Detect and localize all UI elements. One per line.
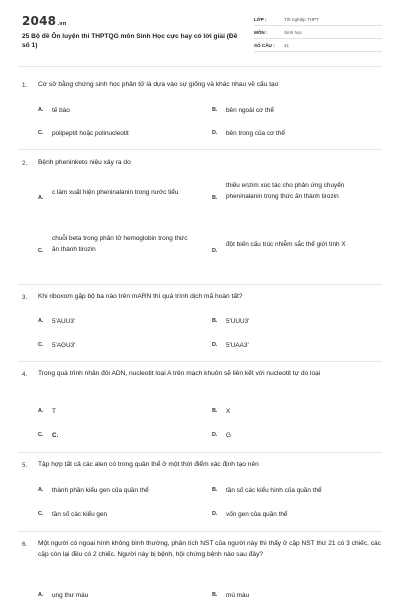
option-letter: B. <box>212 408 218 414</box>
option-text: chuỗi beta trong phân tử hemoglobin trong thức ăn thành tirozin <box>52 235 188 253</box>
question-text: Một người có ngoại hình không bình thường, phân tích NST của người này thì thấy ở cặp NST thứ 21 có 3 chiếc, các cặp còn lại đều có 2 chiếc. Người này bị bệnh, hội chứng bệnh nào sau đây? <box>38 540 381 558</box>
question-text: Trong quá trình nhân đôi ADN, nucleotit loại A trên mạch khuôn sẽ liên kết với nucleotit tự do loại <box>38 370 321 377</box>
option-letter: B. <box>212 318 218 324</box>
question-divider <box>18 149 382 150</box>
option-text: mù màu <box>226 592 250 599</box>
document-title: 25 Bộ đề Ôn luyện thi THPTQG môn Sinh Học cực hay có lời giải (Đề số 1) <box>22 33 238 49</box>
question-number: 1. <box>22 82 28 89</box>
option-a[interactable] <box>38 188 208 212</box>
question-text: Bệnh pheninketo niệu xảy ra do <box>38 159 131 166</box>
question-divider <box>18 361 382 362</box>
option-text: C. <box>52 432 59 439</box>
meta-label: LỚP : <box>254 17 267 22</box>
option-text: tần số các kiểu gen <box>52 511 108 518</box>
option-text: tế bào <box>52 107 70 114</box>
option-b[interactable] <box>212 181 387 217</box>
question-number: 4. <box>22 371 28 378</box>
option-text: c làm xuất hiện pheninalanin trong nước tiểu <box>52 189 179 196</box>
question-divider <box>18 284 382 285</box>
question-divider <box>18 452 382 453</box>
meta-label: SỐ CÂU : <box>254 43 275 48</box>
option-letter: B. <box>212 592 218 598</box>
option-text: đột biến cấu trúc nhiễm sắc thể giới tính X <box>226 241 346 248</box>
meta-label: MÔN : <box>254 30 268 35</box>
header-divider <box>18 66 382 67</box>
option-text: ung thư máu <box>52 592 89 599</box>
option-text: thành phần kiểu gen của quần thể <box>52 487 149 494</box>
option-text: 5'UAA3' <box>226 342 249 349</box>
question-text: Khi riboxom gặp bộ ba nào trên mARN thì quá trình dịch mã hoàn tất? <box>38 293 243 300</box>
option-letter: A. <box>38 318 44 324</box>
option-text: tần số các kiểu hình của quần thể <box>226 487 322 494</box>
option-letter: D. <box>212 130 218 136</box>
option-letter: C. <box>38 432 44 438</box>
question-number: 2. <box>22 160 28 167</box>
option-d[interactable] <box>212 240 387 264</box>
question-number: 3. <box>22 294 28 301</box>
option-letter: A. <box>38 195 44 201</box>
meta-row-subject <box>254 28 382 39</box>
option-text: polipeptit hoặc polinucleotit <box>52 130 129 137</box>
meta-value: 41 <box>284 43 290 48</box>
question-number: 6. <box>22 541 28 548</box>
option-text: vốn gen của quần thể <box>226 511 288 518</box>
option-letter: D. <box>212 432 218 438</box>
option-text: bên ngoài cơ thể <box>226 107 274 114</box>
option-text: X <box>226 408 231 415</box>
option-letter: A. <box>38 107 44 113</box>
site-logo[interactable]: 2048.vn <box>22 14 67 28</box>
meta-value: Sinh học <box>284 30 302 35</box>
option-letter: B. <box>212 195 218 201</box>
option-text: 5'AUU3' <box>52 318 76 325</box>
option-letter: C. <box>38 248 44 254</box>
option-text: thiếu enzim xúc tác cho phản ứng chuyển pheninalanin trong thức ăn thành tirozin <box>226 182 345 200</box>
meta-value: Tốt nghiệp THPT <box>284 17 319 22</box>
option-letter: B. <box>212 107 218 113</box>
option-letter: C. <box>38 130 44 136</box>
question-divider <box>18 531 382 532</box>
option-letter: B. <box>212 487 218 493</box>
option-text: 5'AGU3' <box>52 342 76 349</box>
option-letter: D. <box>212 511 218 517</box>
option-letter: D. <box>212 342 218 348</box>
option-text: bên trong của cơ thể <box>226 130 285 137</box>
option-letter: A. <box>38 487 44 493</box>
meta-row-class <box>254 15 382 26</box>
option-letter: A. <box>38 408 44 414</box>
option-text: G <box>226 432 231 439</box>
question-number: 5. <box>22 462 28 469</box>
option-letter: D. <box>212 248 218 254</box>
meta-row-count <box>254 41 382 52</box>
option-letter: C. <box>38 342 44 348</box>
option-letter: C. <box>38 511 44 517</box>
option-text: T <box>52 408 56 415</box>
question-text: Cơ sở bằng chứng sinh học phân tử là dựa vào sự giống và khác nhau về cấu tạo <box>38 81 279 88</box>
option-text: 5'UUU3' <box>226 318 250 325</box>
option-letter: A. <box>38 592 44 598</box>
option-c[interactable] <box>38 234 208 270</box>
question-text: Tập hợp tất cả các alen có trong quần thể ở một thời điểm xác định tạo nên <box>38 461 259 468</box>
